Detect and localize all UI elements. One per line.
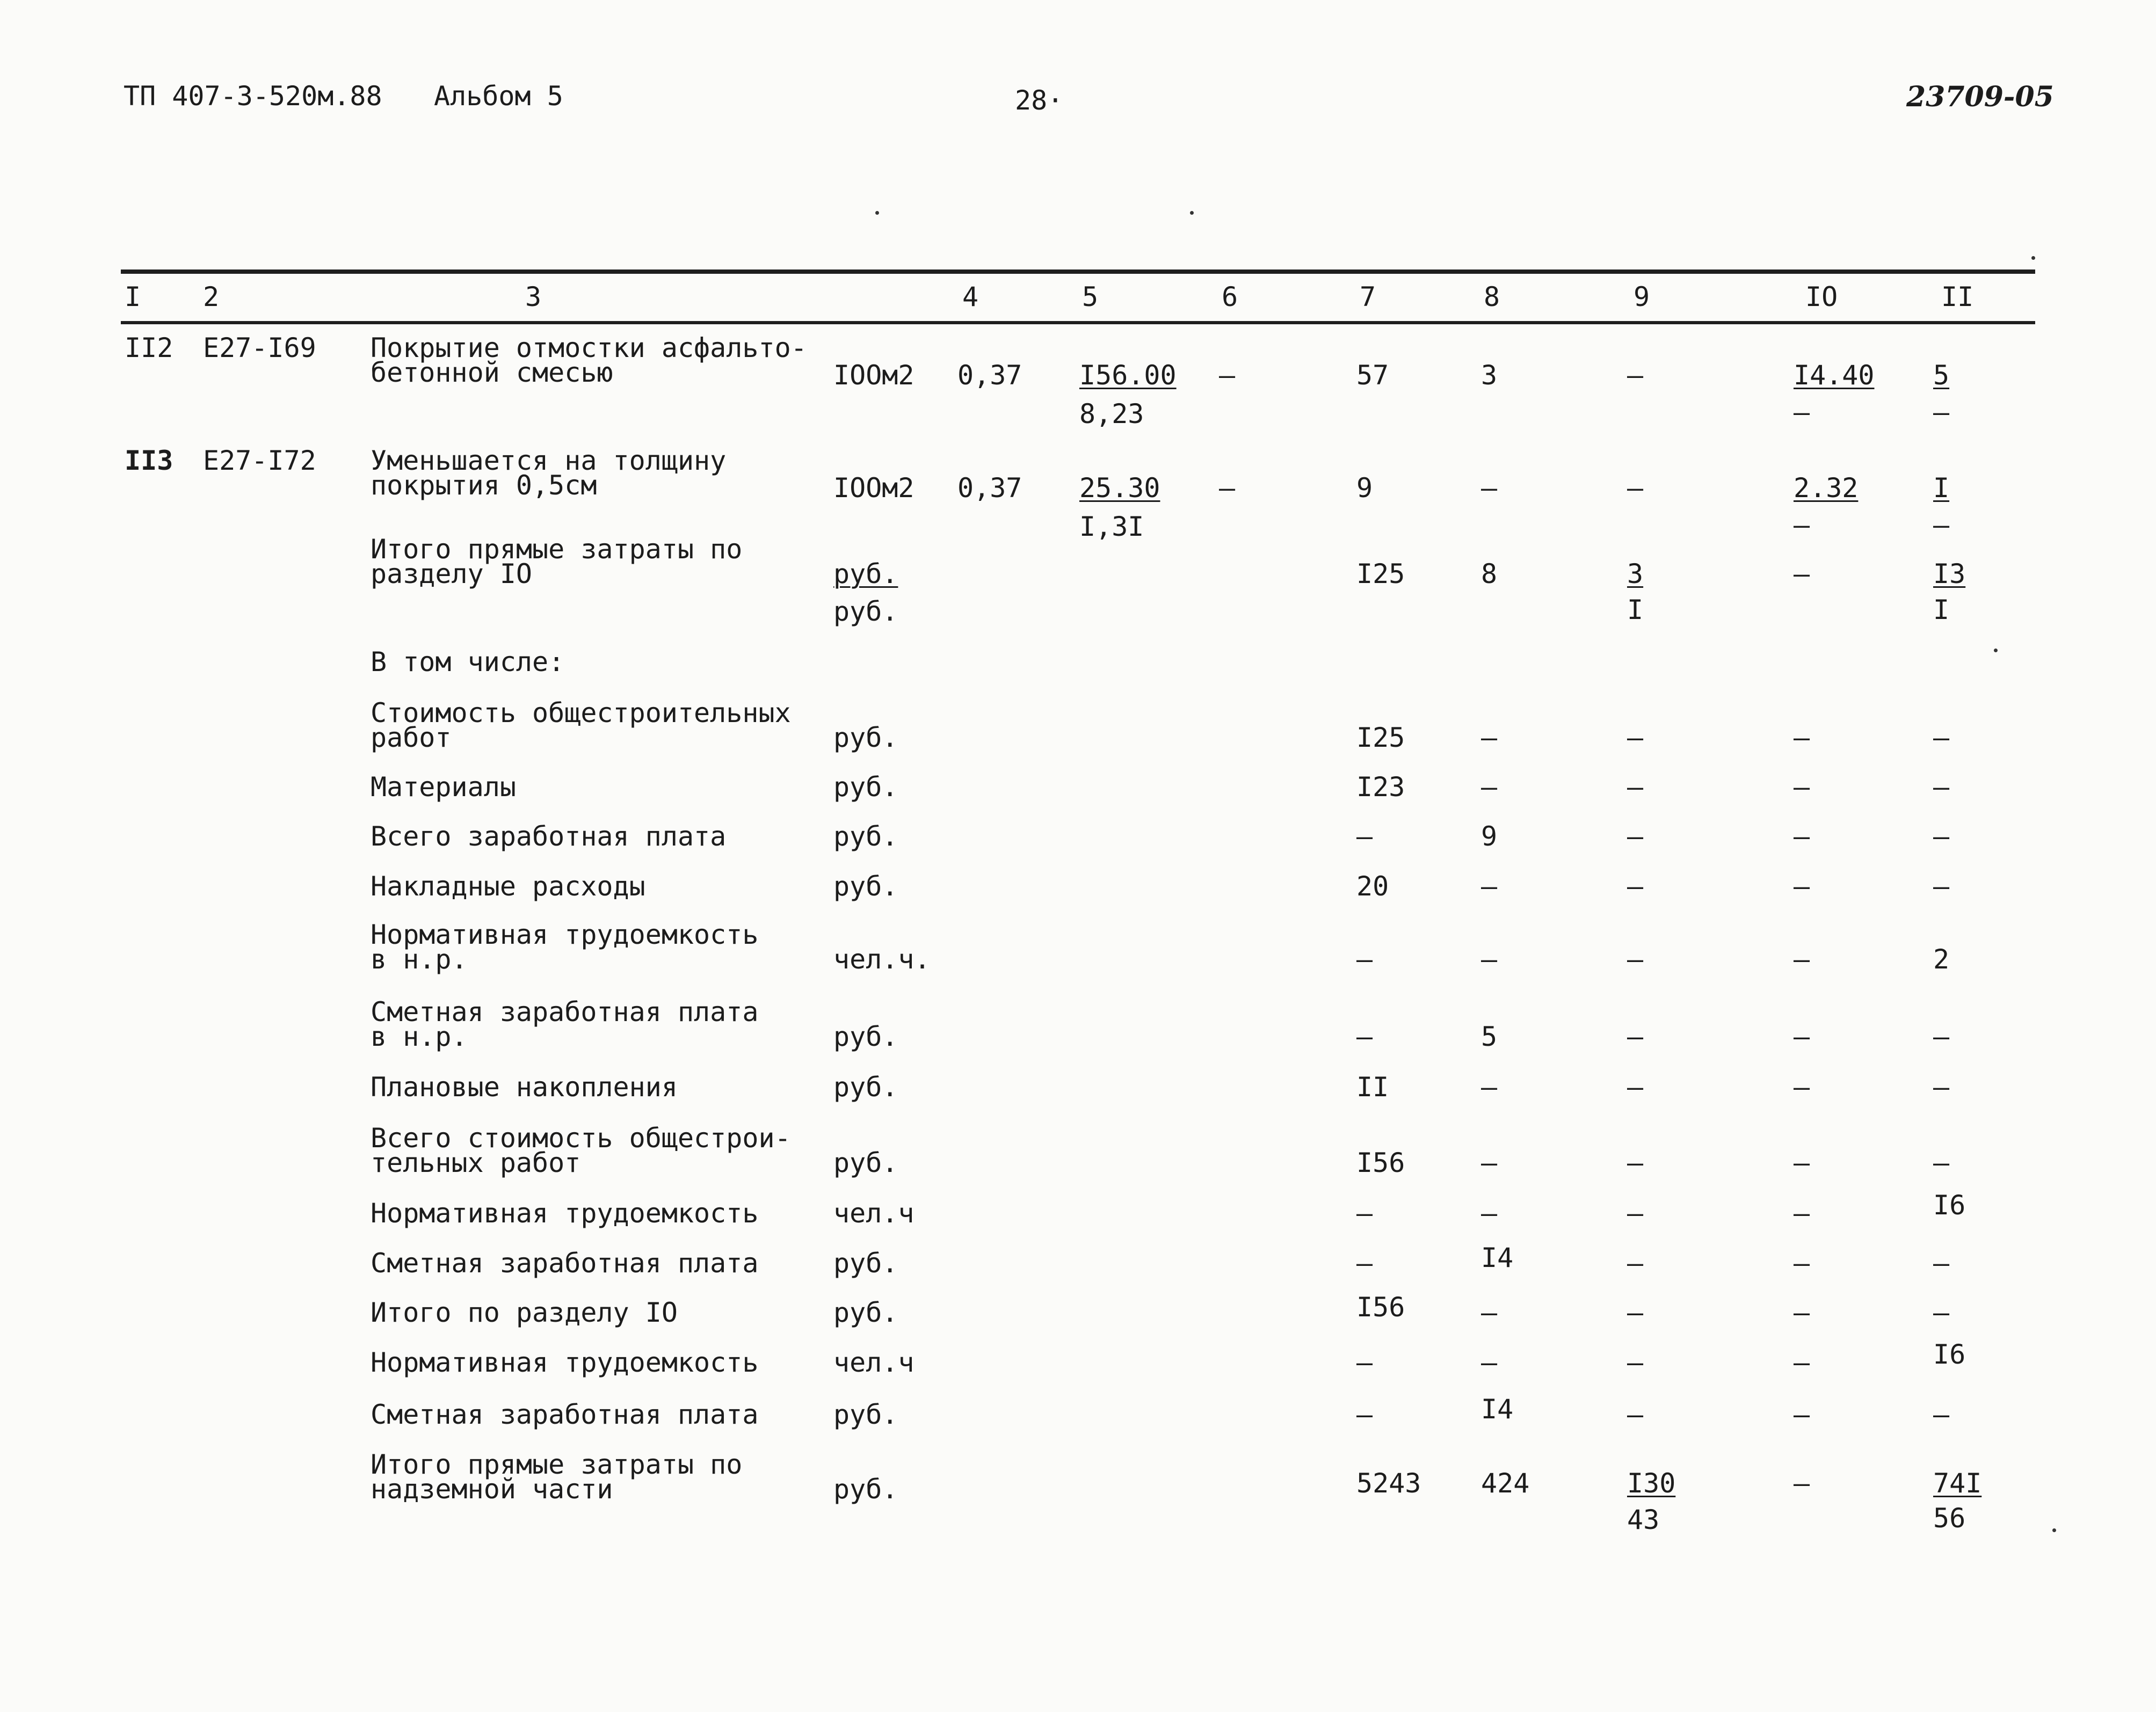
- including-label: В том числе:: [371, 646, 565, 677]
- cell-col11: I6: [1933, 1190, 1966, 1221]
- cell-col10: –: [1794, 1072, 1810, 1103]
- column-header-8: 8: [1484, 281, 1500, 312]
- row-quantity: 0,37: [957, 472, 1022, 504]
- cell-col10: –: [1794, 1198, 1810, 1229]
- cell-col9: –: [1627, 944, 1644, 975]
- row-description: тельных работ: [371, 1147, 581, 1178]
- row-description: в н.р.: [371, 944, 468, 975]
- cell-col8: I4: [1481, 1242, 1514, 1273]
- cell-col10-sub: –: [1794, 397, 1810, 428]
- column-header-3: 3: [525, 281, 542, 312]
- cell-col8: 424: [1481, 1468, 1530, 1499]
- scan-speck: [2052, 1528, 2056, 1532]
- cell-col11: I3: [1933, 558, 1966, 589]
- cell-col9: –: [1627, 1248, 1644, 1279]
- cell-col9: –: [1627, 1347, 1644, 1378]
- cell-col8: –: [1481, 472, 1498, 504]
- cell-col9: –: [1627, 871, 1644, 902]
- cell-col8: –: [1481, 1347, 1498, 1378]
- cell-col7: 57: [1356, 360, 1389, 391]
- row-description: Сметная заработная плата: [371, 996, 759, 1028]
- table-top-rule: [121, 269, 2035, 274]
- column-header-10: IO: [1805, 281, 1838, 312]
- scan-speck: [1190, 211, 1194, 215]
- cell-col10: –: [1794, 1147, 1810, 1178]
- row-unit: руб.: [833, 1248, 898, 1279]
- cell-col7: –: [1356, 944, 1373, 975]
- cell-col8: 8: [1481, 558, 1498, 589]
- cell-col8: –: [1481, 871, 1498, 902]
- row-description: Всего заработная плата: [371, 821, 727, 852]
- column-header-4: 4: [962, 281, 979, 312]
- cell-col8: I4: [1481, 1394, 1514, 1425]
- row-unit: руб.: [833, 1474, 898, 1505]
- cell-col10: –: [1794, 1021, 1810, 1052]
- cell-col11: –: [1933, 771, 1950, 803]
- cell-col11: –: [1933, 1147, 1950, 1178]
- row-number: II3: [125, 445, 173, 476]
- row-unit: руб.: [833, 1297, 898, 1328]
- cell-col9: –: [1627, 1198, 1644, 1229]
- cell-col10: –: [1794, 944, 1810, 975]
- row-unit: руб.: [833, 1399, 898, 1430]
- row-unit: руб.: [833, 821, 898, 852]
- cell-col6: –: [1219, 472, 1236, 504]
- row-unit-price-wage: 8,23: [1079, 398, 1144, 429]
- row-description: Накладные расходы: [371, 871, 645, 902]
- cell-col8: –: [1481, 1297, 1498, 1328]
- cell-col10: –: [1794, 722, 1810, 753]
- row-description: Нормативная трудоемкость: [371, 1347, 759, 1378]
- scan-speck: [1994, 649, 1998, 652]
- cell-col11: –: [1933, 821, 1950, 852]
- row-description: Сметная заработная плата: [371, 1399, 759, 1430]
- cell-col11: 5: [1933, 360, 1950, 391]
- page-number: 28·: [1015, 85, 1064, 116]
- cell-col10: –: [1794, 1248, 1810, 1279]
- cell-col8: 5: [1481, 1021, 1498, 1052]
- cell-col10: –: [1794, 1297, 1810, 1328]
- cell-col8: –: [1481, 771, 1498, 803]
- cell-col8: –: [1481, 944, 1498, 975]
- cell-col9-sub: I: [1627, 594, 1644, 625]
- row-description: Плановые накопления: [371, 1072, 678, 1103]
- row-unit: руб.: [833, 1021, 898, 1052]
- row-description: Покрытие отмостки асфальто-: [371, 332, 807, 363]
- column-header-11: II: [1941, 281, 1974, 312]
- album-label: Альбом 5: [434, 81, 563, 112]
- row-quantity: 0,37: [957, 360, 1022, 391]
- cell-col7: –: [1356, 1347, 1373, 1378]
- column-header-7: 7: [1360, 281, 1376, 312]
- cell-col8: 3: [1481, 360, 1498, 391]
- cell-col11: I: [1933, 472, 1950, 504]
- cell-col10: –: [1794, 871, 1810, 902]
- cell-col7: I56: [1356, 1292, 1405, 1323]
- price-code: E27-I72: [203, 445, 316, 476]
- cell-col7: –: [1356, 1399, 1373, 1430]
- cell-col10: I4.40: [1794, 360, 1875, 391]
- scan-speck: [875, 211, 879, 215]
- row-description: Нормативная трудоемкость: [371, 919, 759, 950]
- row-unit-price: I56.00: [1079, 360, 1177, 391]
- cell-col7: –: [1356, 1021, 1373, 1052]
- cell-col10: –: [1794, 771, 1810, 803]
- cell-col10: –: [1794, 1468, 1810, 1499]
- row-number: II2: [125, 332, 173, 363]
- scan-speck: [2031, 256, 2035, 260]
- row-unit: чел.ч: [833, 1347, 914, 1378]
- cell-col9: –: [1627, 771, 1644, 803]
- cell-col11: –: [1933, 1248, 1950, 1279]
- cell-col8: 9: [1481, 821, 1498, 852]
- cell-col10: 2.32: [1794, 472, 1859, 504]
- cell-col9: I30: [1627, 1468, 1676, 1499]
- row-description: Итого прямые затраты по: [371, 534, 743, 565]
- cell-col7: I25: [1356, 558, 1405, 589]
- cell-col7: –: [1356, 1198, 1373, 1229]
- row-unit-price-wage: I,3I: [1079, 511, 1144, 542]
- cell-col9: –: [1627, 1147, 1644, 1178]
- row-unit: руб.: [833, 1072, 898, 1103]
- cell-col10-sub: –: [1794, 509, 1810, 541]
- row-description: покрытия 0,5см: [371, 470, 597, 501]
- column-header-5: 5: [1082, 281, 1099, 312]
- cell-col11-sub: –: [1933, 397, 1950, 428]
- cell-col9: –: [1627, 1021, 1644, 1052]
- row-unit: руб.: [833, 558, 898, 589]
- row-description: Сметная заработная плата: [371, 1248, 759, 1279]
- cell-col11: –: [1933, 1399, 1950, 1430]
- row-unit: руб.: [833, 871, 898, 902]
- cell-col9: 3: [1627, 558, 1644, 589]
- row-unit: руб.: [833, 771, 898, 803]
- cell-col7: I25: [1356, 722, 1405, 753]
- row-unit-price: 25.30: [1079, 472, 1160, 504]
- cell-col10: –: [1794, 821, 1810, 852]
- cell-col9: –: [1627, 1297, 1644, 1328]
- row-description: Нормативная трудоемкость: [371, 1198, 759, 1229]
- cell-col9: –: [1627, 722, 1644, 753]
- row-description: в н.р.: [371, 1021, 468, 1052]
- row-description: бетонной смесью: [371, 357, 613, 388]
- row-description: работ: [371, 722, 452, 753]
- cell-col10: –: [1794, 558, 1810, 589]
- cell-col10: –: [1794, 1399, 1810, 1430]
- cell-col9-sub: 43: [1627, 1504, 1660, 1535]
- cell-col8: –: [1481, 1198, 1498, 1229]
- cell-col11: –: [1933, 1021, 1950, 1052]
- cell-col7: I23: [1356, 771, 1405, 803]
- cell-col11: –: [1933, 1072, 1950, 1103]
- cell-col9: –: [1627, 1399, 1644, 1430]
- handwritten-number: 23709-05: [1906, 81, 2054, 113]
- table-header-rule: [121, 321, 2035, 324]
- cell-col11: –: [1933, 1297, 1950, 1328]
- cell-col6: –: [1219, 360, 1236, 391]
- cell-col11-sub: 56: [1933, 1503, 1966, 1534]
- row-unit: руб.: [833, 1147, 898, 1178]
- cell-col11-sub: I: [1933, 594, 1950, 625]
- column-header-9: 9: [1634, 281, 1650, 312]
- cell-col11: 74I: [1933, 1468, 1982, 1499]
- row-description: Всего стоимость общестрои-: [371, 1123, 791, 1154]
- row-description: Итого прямые затраты по: [371, 1449, 743, 1480]
- cell-col11: 2: [1933, 944, 1950, 975]
- row-description: надземной части: [371, 1474, 613, 1505]
- cell-col7: II: [1356, 1072, 1389, 1103]
- row-description: Итого по разделу IO: [371, 1297, 678, 1328]
- cell-col11: I6: [1933, 1339, 1966, 1370]
- cell-col11: –: [1933, 871, 1950, 902]
- cell-col9: –: [1627, 1072, 1644, 1103]
- row-description: разделу IO: [371, 558, 533, 589]
- column-header-1: I: [125, 281, 141, 312]
- cell-col9: –: [1627, 472, 1644, 504]
- row-description: Уменьшается на толщину: [371, 445, 727, 476]
- cell-col7: 20: [1356, 871, 1389, 902]
- row-unit: IOOм2: [833, 472, 914, 504]
- cell-col7: –: [1356, 1248, 1373, 1279]
- cell-col7: I56: [1356, 1147, 1405, 1178]
- cell-col9: –: [1627, 360, 1644, 391]
- row-unit: чел.ч.: [833, 944, 931, 975]
- row-unit-sub: руб.: [833, 596, 898, 627]
- cell-col10: –: [1794, 1347, 1810, 1378]
- cell-col9: –: [1627, 821, 1644, 852]
- cell-col8: –: [1481, 1147, 1498, 1178]
- row-unit: IOOм2: [833, 360, 914, 391]
- row-unit: руб.: [833, 722, 898, 753]
- row-description: Материалы: [371, 771, 516, 803]
- cell-col7: 5243: [1356, 1468, 1421, 1499]
- cell-col8: –: [1481, 722, 1498, 753]
- cell-col7: –: [1356, 821, 1373, 852]
- column-header-2: 2: [203, 281, 220, 312]
- cell-col8: –: [1481, 1072, 1498, 1103]
- document-code: ТП 407-3-520м.88: [124, 81, 382, 112]
- cell-col11: –: [1933, 722, 1950, 753]
- cell-col7: 9: [1356, 472, 1373, 504]
- price-code: E27-I69: [203, 332, 316, 363]
- cell-col11-sub: –: [1933, 509, 1950, 541]
- row-unit: чел.ч: [833, 1198, 914, 1229]
- column-header-6: 6: [1222, 281, 1238, 312]
- row-description: Стоимость общестроительных: [371, 697, 791, 728]
